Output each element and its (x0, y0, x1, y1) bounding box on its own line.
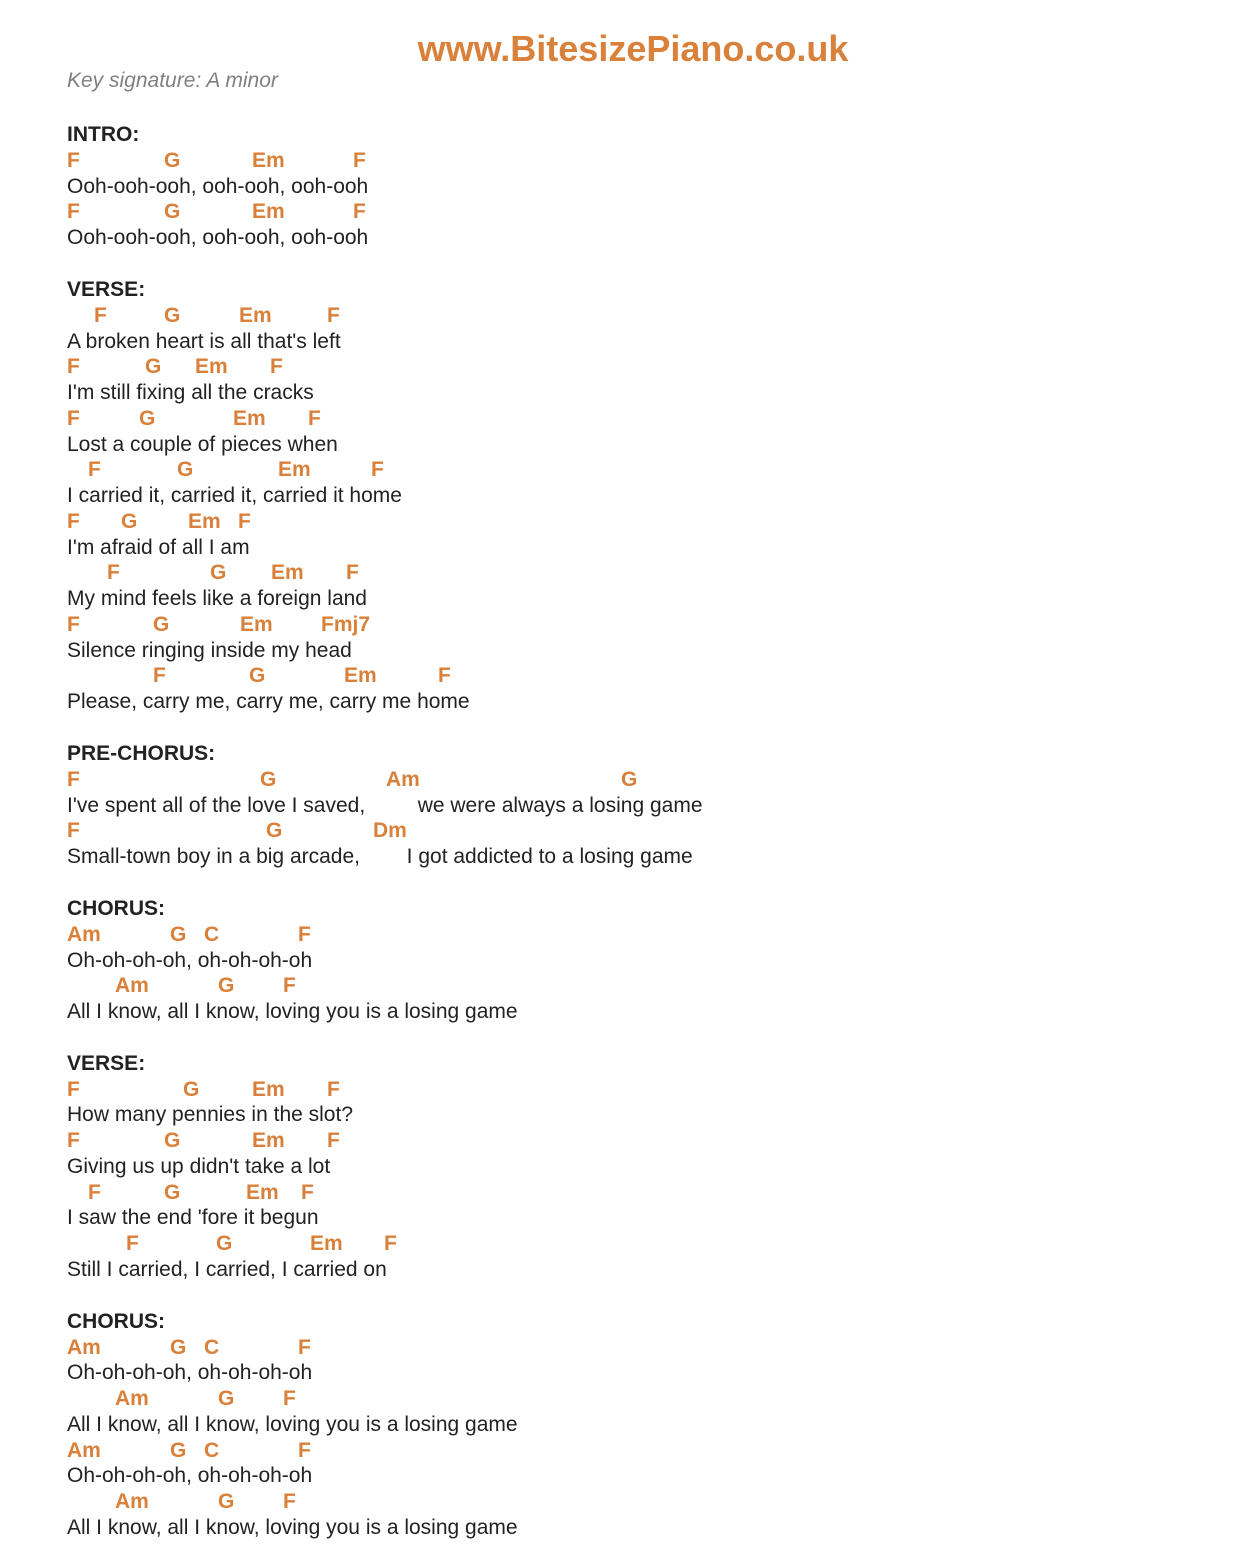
chord: Em (252, 1129, 285, 1153)
chord: F (94, 303, 107, 327)
chord: G (145, 355, 162, 379)
chord-line (67, 1489, 703, 1515)
song-sheet (67, 122, 703, 1567)
chord: F (346, 561, 359, 585)
chord: F (353, 200, 366, 224)
chord: F (327, 303, 340, 327)
lyric-line: Ooh-ooh-ooh, ooh-ooh, ooh-ooh (67, 226, 369, 250)
chord: F (283, 1387, 296, 1411)
chord: Am (67, 1438, 101, 1462)
chord: G (249, 664, 266, 688)
chord: F (67, 509, 80, 533)
chord: F (67, 819, 80, 843)
chord: G (177, 458, 194, 482)
chord-line (67, 922, 703, 948)
chord: F (298, 1438, 311, 1462)
song-section (67, 741, 703, 870)
chord: G (164, 303, 181, 327)
chord: F (126, 1232, 139, 1256)
chord: F (308, 406, 321, 430)
lyric-line: I saw the end 'fore it begun (67, 1206, 319, 1230)
chord: Em (240, 612, 273, 636)
song-section (67, 896, 703, 1025)
chord: G (170, 922, 187, 946)
chord-line (67, 767, 703, 793)
chord: G (153, 612, 170, 636)
chord: F (301, 1180, 314, 1204)
chord: Em (344, 664, 377, 688)
lyric-line: Lost a couple of pieces when (67, 432, 338, 456)
site-title: www.BitesizePiano.co.uk (417, 28, 849, 69)
chord: F (353, 149, 366, 172)
chord: F (67, 406, 80, 430)
chord: Fmj7 (321, 612, 371, 636)
chord: G (139, 406, 156, 430)
chord: F (67, 1129, 80, 1153)
chord: Am (115, 1387, 149, 1411)
chord: Am (67, 1335, 101, 1359)
lyric-line: Oh-oh-oh-oh, oh-oh-oh-oh (67, 1361, 313, 1385)
section-title: PRE-CHORUS: (67, 741, 216, 765)
lyric-line: How many pennies in the slot? (67, 1103, 353, 1127)
chord: Am (115, 1490, 149, 1514)
chord: F (88, 1180, 101, 1204)
chord: F (107, 561, 120, 585)
chord: G (218, 1387, 235, 1411)
chord: Am (386, 767, 420, 791)
chord: C (204, 1335, 220, 1359)
chord: F (298, 922, 311, 946)
chord: F (384, 1232, 397, 1256)
chord: F (67, 200, 80, 224)
chord: F (67, 149, 80, 172)
lyric-line: I'm afraid of all I am (67, 535, 250, 559)
chord: C (204, 922, 220, 946)
chord: G (121, 509, 138, 533)
chord: Em (239, 303, 272, 327)
section-title: VERSE: (67, 277, 146, 301)
lyric-line: Ooh-ooh-ooh, ooh-ooh, ooh-ooh (67, 174, 369, 198)
lyric-line: All I know, all I know, loving you is a losing game (67, 1412, 518, 1436)
chord-line (67, 1438, 703, 1464)
lyric-line: My mind feels like a foreign land (67, 587, 367, 611)
chord: F (327, 1129, 340, 1153)
chord: Em (278, 458, 311, 482)
chord-line (67, 1128, 703, 1154)
chord: G (210, 561, 227, 585)
chord: F (238, 509, 251, 533)
chord: F (298, 1335, 311, 1359)
section-title: CHORUS: (67, 896, 165, 920)
chord: Em (188, 509, 221, 533)
chord-line (67, 1231, 703, 1257)
chord: Em (252, 1077, 285, 1101)
chord: G (260, 767, 277, 791)
section-title: INTRO: (67, 123, 140, 146)
chord-line (67, 612, 703, 638)
chord: G (164, 1180, 181, 1204)
chord: G (621, 767, 638, 791)
chord-line (67, 1335, 703, 1361)
chord: F (371, 458, 384, 482)
chord: C (204, 1438, 220, 1462)
chord: G (216, 1232, 233, 1256)
chord: G (170, 1335, 187, 1359)
chord: G (266, 819, 283, 843)
chord-line (67, 148, 703, 174)
chord-line (67, 354, 703, 380)
chord: F (283, 974, 296, 998)
chord-line (67, 1077, 703, 1103)
chord-line (67, 973, 703, 999)
chord: F (67, 1077, 80, 1101)
chord: G (183, 1077, 200, 1101)
song-section (67, 1051, 703, 1283)
chord: Am (115, 974, 149, 998)
chord: F (67, 612, 80, 636)
chord: G (164, 149, 181, 172)
chord: Am (67, 922, 101, 946)
chord-line (67, 663, 703, 689)
chord: F (67, 355, 80, 379)
section-title: VERSE: (67, 1051, 146, 1075)
chord: F (153, 664, 166, 688)
lyric-line: I carried it, carried it, carried it home (67, 484, 402, 508)
chord: G (164, 1129, 181, 1153)
lyric-line: Please, carry me, carry me, carry me home (67, 690, 470, 714)
chord-line (67, 457, 703, 483)
chord: Em (233, 406, 266, 430)
chord: Em (252, 149, 285, 172)
chord-line (67, 199, 703, 225)
lyric-line: Oh-oh-oh-oh, oh-oh-oh-oh (67, 948, 313, 972)
key-signature: Key signature: A minor (67, 69, 278, 92)
chord: F (88, 458, 101, 482)
section-title: CHORUS: (67, 1309, 165, 1333)
chord: Em (310, 1232, 343, 1256)
lyric-line: All I know, all I know, loving you is a losing game (67, 999, 518, 1023)
chord: F (270, 355, 283, 379)
chord: Em (271, 561, 304, 585)
chord: F (67, 767, 80, 791)
chord-line (67, 1386, 703, 1412)
lyric-line: Still I carried, I carried, I carried on (67, 1257, 387, 1281)
chord: G (170, 1438, 187, 1462)
chord-line (67, 303, 703, 329)
chord-line (67, 560, 703, 586)
lyric-line: I've spent all of the love I saved, we were always a losing game (67, 793, 703, 817)
lyric-line: Giving us up didn't take a lot (67, 1154, 331, 1178)
chord: Em (195, 355, 228, 379)
chord-line (67, 406, 703, 432)
chord: F (283, 1490, 296, 1514)
chord: F (438, 664, 451, 688)
chord: F (327, 1077, 340, 1101)
song-section (67, 122, 703, 251)
chord: G (218, 974, 235, 998)
lyric-line: Silence ringing inside my head (67, 638, 352, 662)
chord-line (67, 818, 703, 844)
lyric-line: Oh-oh-oh-oh, oh-oh-oh-oh (67, 1464, 313, 1488)
chord-line (67, 509, 703, 535)
chord: G (218, 1490, 235, 1514)
song-section (67, 277, 703, 715)
chord-line (67, 1180, 703, 1206)
chord: Em (252, 200, 285, 224)
lyric-line: A broken heart is all that's left (67, 329, 341, 353)
lyric-line: All I know, all I know, loving you is a losing game (67, 1515, 518, 1539)
chord: Em (246, 1180, 279, 1204)
lyric-line: Small-town boy in a big arcade, I got addicted to a losing game (67, 845, 693, 869)
chord: G (164, 200, 181, 224)
lyric-line: I'm still fixing all the cracks (67, 381, 314, 405)
song-section (67, 1309, 703, 1541)
chord: Dm (373, 819, 407, 843)
